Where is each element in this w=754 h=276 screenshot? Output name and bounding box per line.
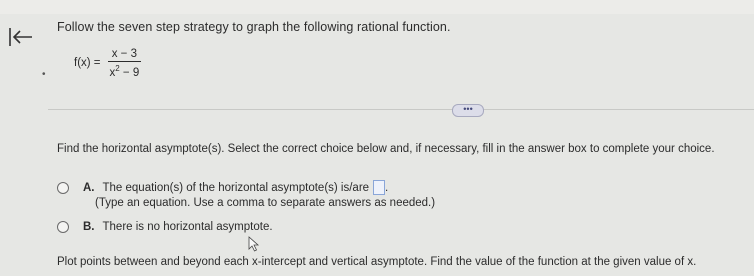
answer-input-box[interactable] xyxy=(373,180,385,195)
function-label: f(x) = xyxy=(74,57,101,70)
instruction-text: Follow the seven step strategy to graph the following rational function. xyxy=(57,20,451,34)
choice-a[interactable] xyxy=(57,180,388,195)
section-divider xyxy=(48,109,754,110)
choice-b-radio[interactable] xyxy=(57,221,69,233)
expand-more-button[interactable]: ••• xyxy=(452,104,484,117)
mouse-cursor-icon xyxy=(248,236,260,252)
choice-a-radio[interactable] xyxy=(57,182,69,194)
back-arrow-icon[interactable] xyxy=(8,26,34,48)
choice-b-text: There is no horizontal asymptote. xyxy=(102,221,273,233)
choice-a-text: The equation(s) of the horizontal asymptote(s) is/are xyxy=(102,181,370,194)
denominator xyxy=(106,62,144,79)
denominator-exponent: 2 xyxy=(115,64,120,73)
numerator: x − 3 xyxy=(108,48,141,62)
question-text: Find the horizontal asymptote(s). Select the correct choice below and, if necessary, fill in the answer box to complete your choice. xyxy=(57,143,715,155)
plot-instruction-text: Plot points between and beyond each x-intercept and vertical asymptote. Find the value of the function at the given value of x. xyxy=(57,256,697,268)
function-fraction xyxy=(106,48,144,79)
rational-function xyxy=(74,48,143,79)
choice-a-hint: (Type an equation. Use a comma to separate answers as needed.) xyxy=(95,197,436,209)
denominator-base: x xyxy=(109,66,116,79)
choice-a-period: . xyxy=(385,181,389,194)
denominator-rest: − 9 xyxy=(119,66,140,79)
choice-b-letter: B. xyxy=(83,221,95,233)
dot-marker: • xyxy=(42,69,46,80)
top-bar xyxy=(0,0,754,14)
choice-a-letter: A. xyxy=(83,181,95,194)
choice-b[interactable] xyxy=(57,221,273,233)
